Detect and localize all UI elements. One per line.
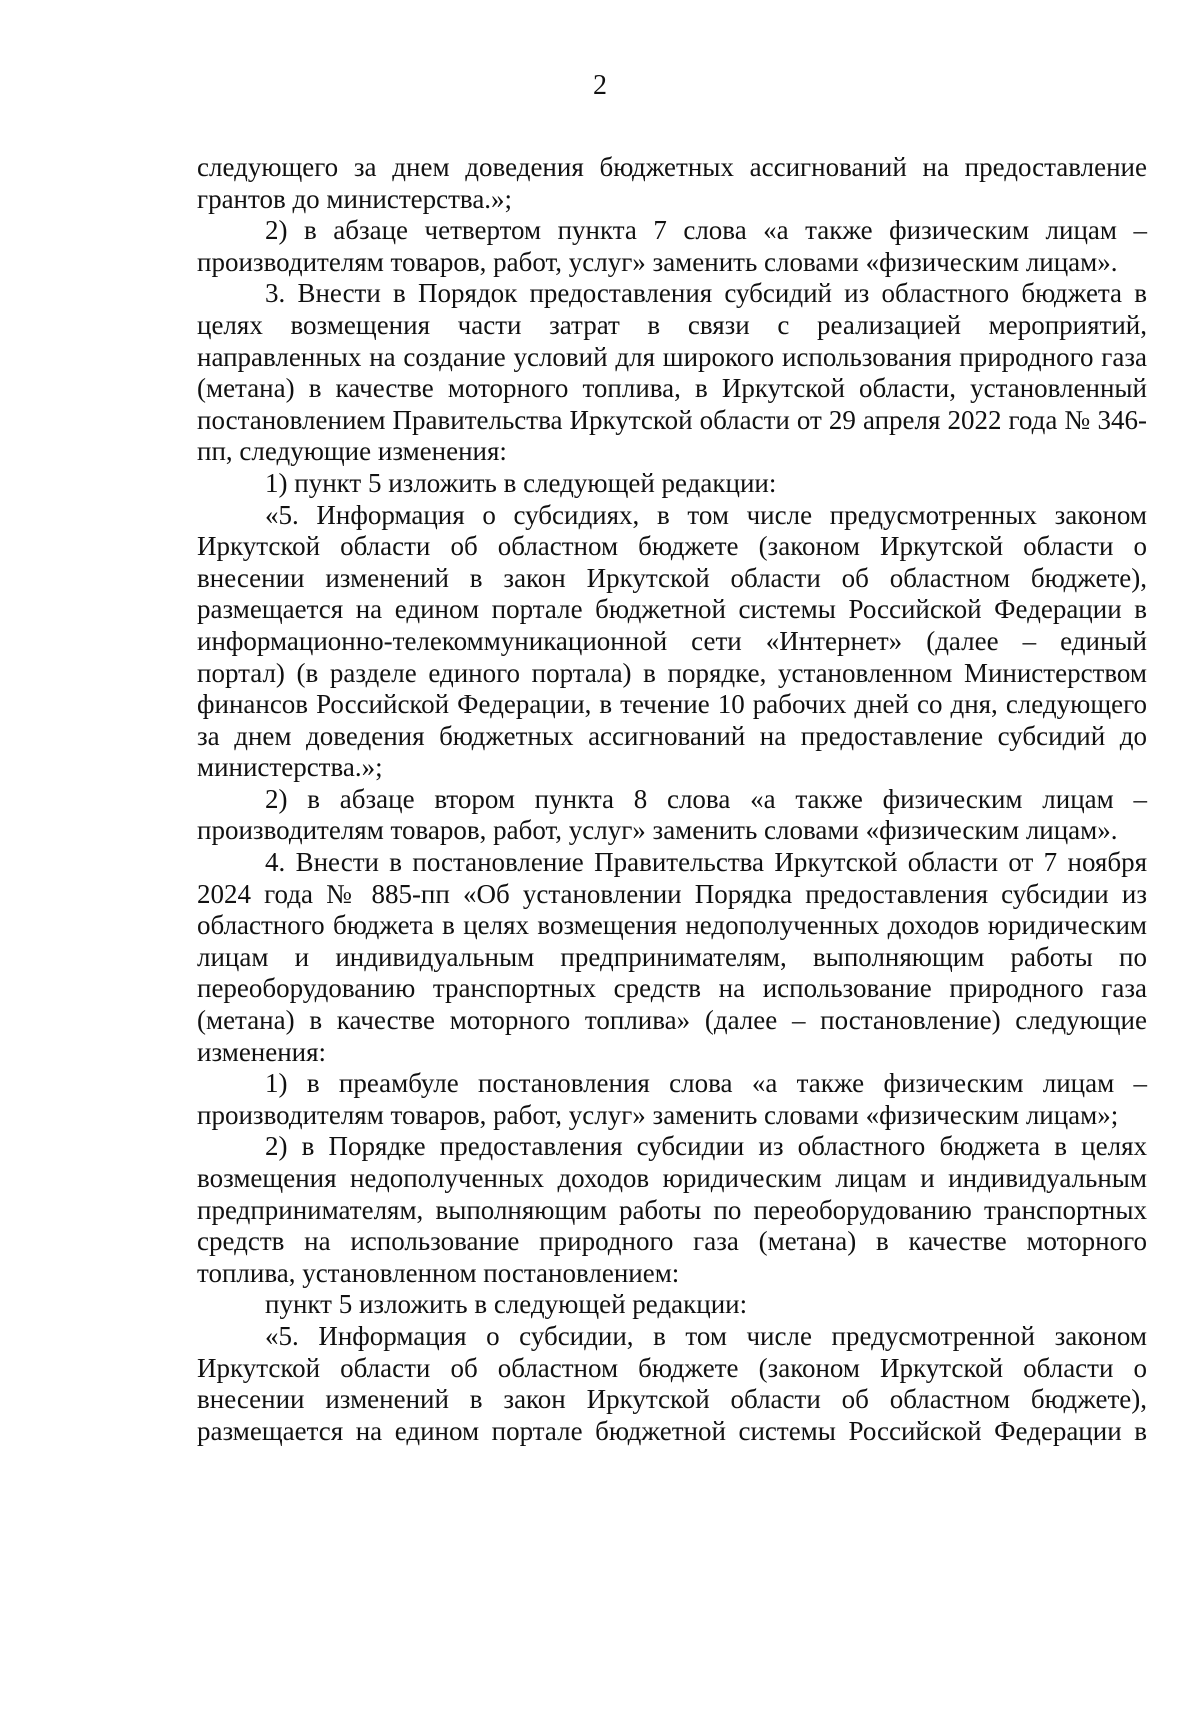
paragraph-continuation: следующего за днем доведения бюджетных ассигнований на предоставление грантов до министерства.»; bbox=[197, 152, 1147, 214]
paragraph-item-1: 1) пункт 5 изложить в следующей редакции: bbox=[265, 467, 777, 498]
paragraph-item-1-section-4: 1) в преамбуле постановления слова «а также физическим лицам – производителям товаров, работ, услуг» заменить словами «физическим лицам»; bbox=[197, 1068, 1147, 1130]
paragraph-quote-point-5: «5. Информация о субсидиях, в том числе предусмотренных законом Иркутской области об областном бюджете (законом Иркутской области о внесении изменений в закон Иркутской области об областном бюджете), размещается на едином портале бюджетной системы Российской Федерации в информационно-телекоммуникационной сети «Интернет» (далее – единый портал) (в разделе единого портала) в порядке, установленном Министерством финансов Российской Федерации, в течение 10 рабочих дней со дня, следующего за днем доведения бюджетных ассигнований на предоставление субсидий до министерства.»; bbox=[197, 499, 1147, 783]
paragraph-item-2: 2) в абзаце четвертом пункта 7 слова «а также физическим лицам – производителям товаров, работ, услуг» заменить словами «физическим лицам». bbox=[197, 215, 1147, 277]
paragraph-point-5-intro: пункт 5 изложить в следующей редакции: bbox=[265, 1289, 748, 1320]
paragraph-item-2-section-4: 2) в Порядке предоставления субсидии из областного бюджета в целях возмещения недополученных доходов юридическим лицам и индивидуальным предпринимателям, выполняющим работы по переоборудованию транспортных средств на использование природного газа (метана) в качестве моторного топлива, установленном постановлением: bbox=[197, 1131, 1147, 1288]
document-body bbox=[197, 152, 1147, 1447]
paragraph-quote-point-5-subsidy: «5. Информация о субсидии, в том числе предусмотренной законом Иркутской области об областном бюджете (законом Иркутской области о внесении изменений в закон Иркутской области об областном бюджете), размещается на едином портале бюджетной системы Российской Федерации в bbox=[197, 1320, 1147, 1446]
paragraph-section-4: 4. Внести в постановление Правительства Иркутской области от 7 ноября 2024 года № 885-пп «Об установлении Порядка предоставления субсидии из областного бюджета в целях возмещения недополученных доходов юридическим лицам и индивидуальным предпринимателям, выполняющим работы по переоборудованию транспортных средств на использование природного газа (метана) в качестве моторного топлива» (далее – постановление) следующие изменения: bbox=[197, 847, 1147, 1067]
paragraph-item-2-section-3: 2) в абзаце втором пункта 8 слова «а также физическим лицам – производителям товаров, работ, услуг» заменить словами «физическим лицам». bbox=[197, 783, 1147, 846]
page-number: 2 bbox=[593, 70, 607, 101]
paragraph-section-3: 3. Внести в Порядок предоставления субсидий из областного бюджета в целях возмещения части затрат в связи с реализацией мероприятий, направленных на создание условий для широкого использования природного газа (метана) в качестве моторного топлива, в Иркутской области, установленный постановлением Правительства Иркутской области от 29 апреля 2022 года № 346-пп, следующие изменения: bbox=[197, 278, 1147, 467]
